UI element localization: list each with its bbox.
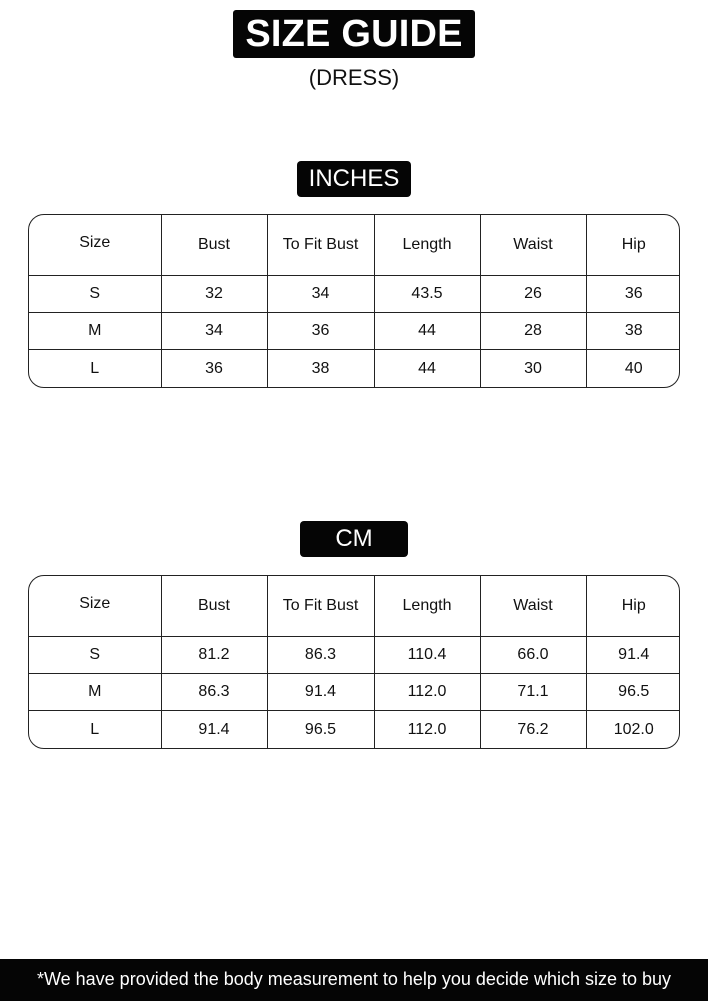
hip-cell: 36: [586, 275, 680, 312]
to-fit-bust-cell: 34: [267, 275, 374, 312]
table-row: [29, 275, 680, 312]
inches-col-size: Size: [29, 215, 161, 275]
cm-col-to-fit-bust: To Fit Bust: [267, 576, 374, 636]
size-cell: S: [29, 636, 161, 673]
cm-label-area: [0, 521, 708, 557]
inches-col-to-fit-bust: To Fit Bust: [267, 215, 374, 275]
waist-cell: 26: [480, 275, 586, 312]
waist-cell: 66.0: [480, 636, 586, 673]
waist-cell: 30: [480, 350, 586, 387]
cm-col-size: Size: [29, 576, 161, 636]
cm-col-bust: Bust: [161, 576, 267, 636]
inches-col-bust: Bust: [161, 215, 267, 275]
table-row: [29, 313, 680, 350]
hip-cell: 40: [586, 350, 680, 387]
table-row: [29, 636, 680, 673]
bust-cell: 32: [161, 275, 267, 312]
bust-cell: 91.4: [161, 711, 267, 748]
length-cell: 112.0: [374, 674, 480, 711]
inches-label-area: [0, 161, 708, 197]
hip-cell: 91.4: [586, 636, 680, 673]
hip-cell: 96.5: [586, 674, 680, 711]
length-cell: 110.4: [374, 636, 480, 673]
cm-table: [28, 575, 680, 749]
hip-cell: 102.0: [586, 711, 680, 748]
hip-cell: 38: [586, 313, 680, 350]
inches-col-length: Length: [374, 215, 480, 275]
to-fit-bust-cell: 38: [267, 350, 374, 387]
size-cell: S: [29, 275, 161, 312]
title-area: [0, 10, 708, 58]
size-cell: M: [29, 313, 161, 350]
waist-cell: 28: [480, 313, 586, 350]
waist-cell: 76.2: [480, 711, 586, 748]
to-fit-bust-cell: 36: [267, 313, 374, 350]
table-row: [29, 711, 680, 748]
inches-col-waist: Waist: [480, 215, 586, 275]
cm-header-row: [29, 576, 680, 636]
table-row: [29, 350, 680, 387]
bust-cell: 34: [161, 313, 267, 350]
cm-col-length: Length: [374, 576, 480, 636]
bust-cell: 81.2: [161, 636, 267, 673]
to-fit-bust-cell: 96.5: [267, 711, 374, 748]
to-fit-bust-cell: 86.3: [267, 636, 374, 673]
to-fit-bust-cell: 91.4: [267, 674, 374, 711]
length-cell: 44: [374, 313, 480, 350]
waist-cell: 71.1: [480, 674, 586, 711]
inches-col-hip: Hip: [586, 215, 680, 275]
footer-note: *We have provided the body measurement to help you decide which size to buy: [0, 959, 708, 1001]
inches-header-row: [29, 215, 680, 275]
bust-cell: 36: [161, 350, 267, 387]
page-subtitle: (DRESS): [308, 65, 400, 90]
length-cell: 44: [374, 350, 480, 387]
bust-cell: 86.3: [161, 674, 267, 711]
size-cell: L: [29, 711, 161, 748]
size-cell: L: [29, 350, 161, 387]
cm-label: CM: [300, 521, 408, 557]
inches-table: [28, 214, 680, 388]
cm-col-hip: Hip: [586, 576, 680, 636]
inches-label: INCHES: [297, 161, 412, 197]
length-cell: 112.0: [374, 711, 480, 748]
table-row: [29, 674, 680, 711]
size-cell: M: [29, 674, 161, 711]
cm-col-waist: Waist: [480, 576, 586, 636]
length-cell: 43.5: [374, 275, 480, 312]
page-title: SIZE GUIDE: [233, 10, 474, 58]
